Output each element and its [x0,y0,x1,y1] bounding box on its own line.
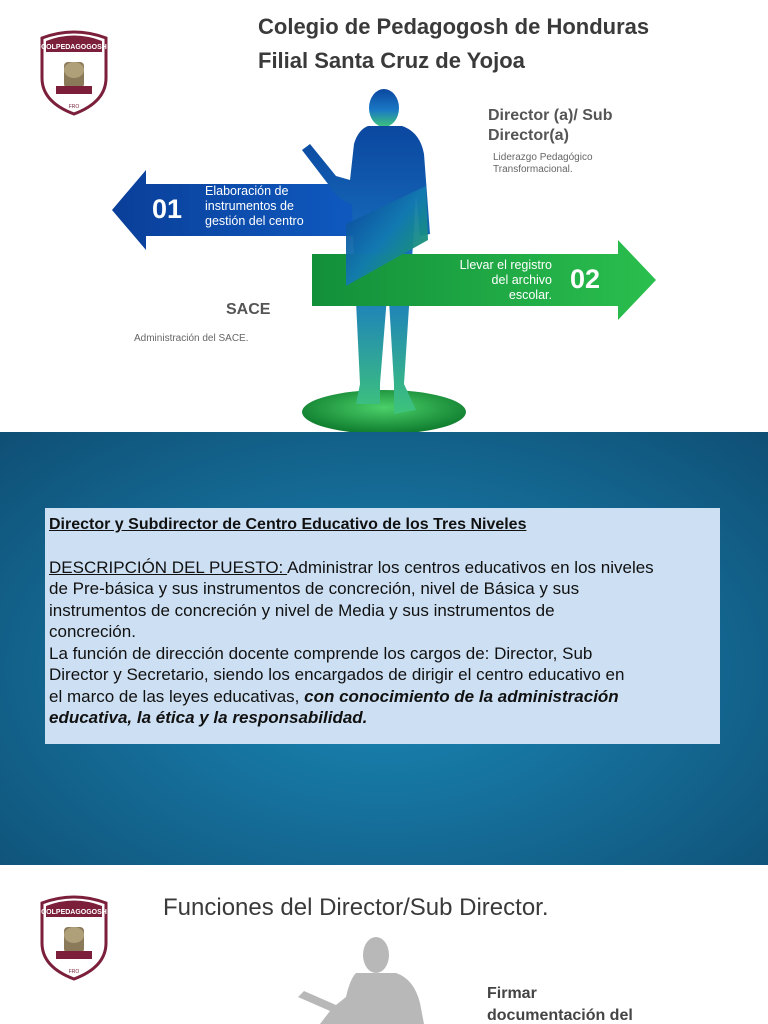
function-line-3-text: el marco de las leyes educativas, [49,686,305,706]
slide-3 [0,865,768,1024]
logo-subtext: FRO [68,104,80,110]
description-line-1-text: Administrar los centros educativos en los niveles [287,557,654,577]
director-heading-line-2: Director(a) [488,127,569,144]
functions-heading [487,983,687,1024]
arrow-1-line-1: Elaboración de [205,184,289,198]
title-line-2: Filial Santa Cruz de Yojoa [258,48,525,73]
functions-heading-line-2: documentación del [487,1007,633,1024]
logo-text: COLPEDAGOGOSH [41,44,107,51]
function-line-1: La función de dirección docente comprende los cargos de: Director, Sub [49,643,593,663]
description-label: DESCRIPCIÓN DEL PUESTO: [49,557,288,577]
slide-1 [0,0,768,432]
functions-title: Funciones del Director/Sub Director. [163,894,549,921]
director-heading-line-1: Director (a)/ Sub [488,107,613,124]
description-line-1 [49,557,716,579]
function-line-3-emphasis: con conocimiento de la administración [304,686,619,706]
director-heading [488,106,612,146]
arrow-2-line-3: escolar. [508,288,552,302]
logo-subtext: FRO [68,969,80,975]
function-line-3 [49,686,716,708]
title-line-1: Colegio de Pedagogosh de Honduras [258,14,650,39]
director-subtext-line-2: Transformacional. [493,164,573,175]
description-line-2: de Pre-básica y sus instrumentos de concreción, nivel de Básica y sus [49,579,580,598]
sace-subtext: Administración del SACE. [134,333,249,344]
slide-2 [0,432,768,865]
colpedagogosh-logo [36,893,112,981]
description-line-3: instrumentos de concreción y nivel de Media y sus instrumentos de [49,600,555,620]
ribbon-band [316,176,436,306]
colpedagogosh-logo [36,28,112,116]
arrow-1-number: 01 [152,194,183,224]
arrow-2-number: 02 [570,264,601,294]
director-subtext-line-1: Liderazgo Pedagógico [493,152,593,163]
arrow-2-line-1: Llevar el registro [459,258,552,272]
functions-heading-line-1: Firmar [487,985,537,1002]
description-line-4: concreción. [49,622,136,641]
job-description-box [45,508,720,744]
director-subtext [493,152,593,176]
person-silhouette-gray [290,933,440,1024]
sace-heading: SACE [226,301,271,318]
arrow-1-line-2: instrumentos de [205,199,294,213]
function-line-4: educativa, la ética y la responsabilidad. [49,708,368,727]
arrow-2-label [440,258,552,303]
job-title: Director y Subdirector de Centro Educativo de los Tres Niveles [49,516,527,533]
arrow-2-line-2: del archivo [491,273,552,287]
arrow-1-label [205,184,304,229]
arrow-1-line-3: gestión del centro [205,214,304,228]
logo-text: COLPEDAGOGOSH [41,909,107,916]
function-line-2: Director y Secretario, siendo los encargados de dirigir el centro educativo en [49,665,625,684]
